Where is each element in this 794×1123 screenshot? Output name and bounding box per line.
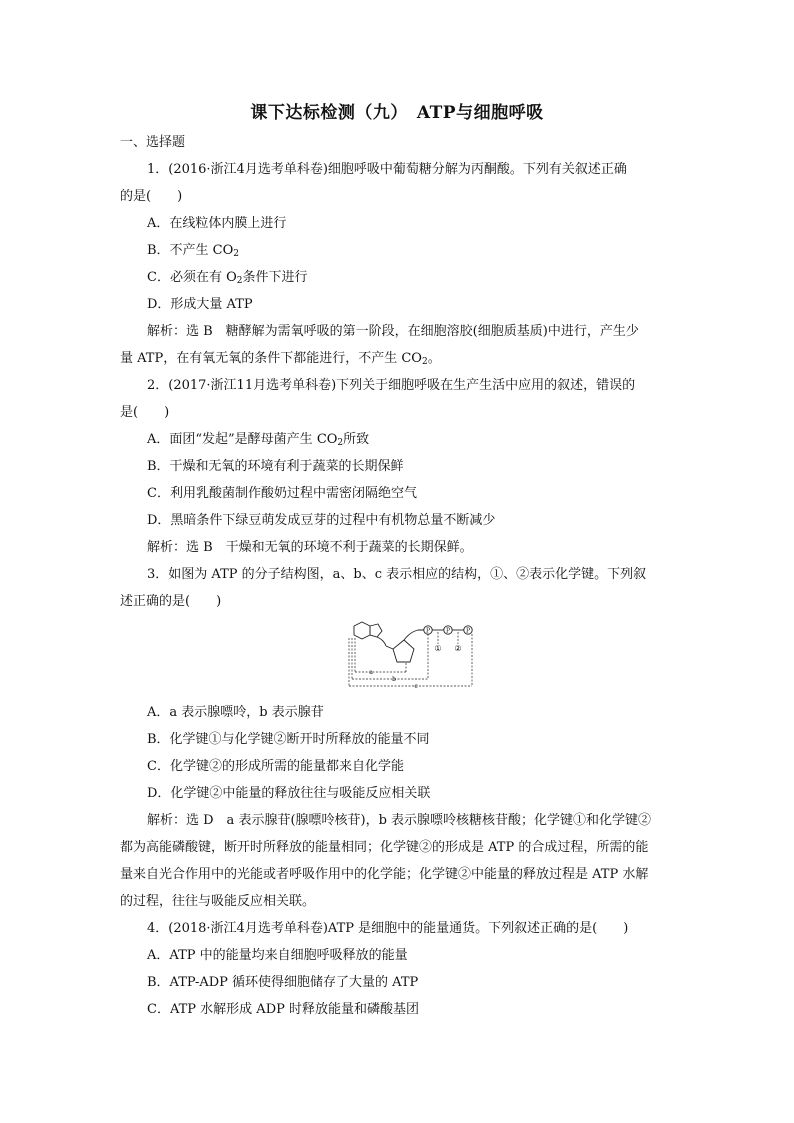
q3-answer-line4: 的过程，往往与吸能反应相关联。 <box>120 894 316 909</box>
q2-stem-line1: 2．(2017·浙江11月选考单科卷)下列关于细胞呼吸在生产生活中应用的叙述，错误的 <box>147 378 636 393</box>
q4-option-c: C．ATP 水解形成 ADP 时释放能量和磷酸基团 <box>147 1002 419 1017</box>
ribose-ring <box>393 640 414 662</box>
q4-option-a: A．ATP 中的能量均来自细胞呼吸释放的能量 <box>147 948 408 963</box>
ribose-phosphate-link <box>404 630 424 640</box>
bracket-label-c: c <box>414 683 418 690</box>
q4-stem: 4．(2018·浙江4月选考单科卷)ATP 是细胞中的能量通货。下列叙述正确的是( ) <box>147 921 629 936</box>
q1-option-d: D．形成大量 ATP <box>147 297 253 312</box>
bracket-label-b: b <box>392 676 396 683</box>
q3-option-a: A．a 表示腺嘌呤，b 表示腺苷 <box>147 705 324 720</box>
q3-option-b: B．化学键①与化学键②断开时所释放的能量不同 <box>147 732 430 747</box>
q3-answer-line1: 解析：选 D a 表示腺苷(腺嘌呤核苷)，b 表示腺嘌呤核糖核苷酸；化学键①和化学键② <box>147 813 652 828</box>
phosphate-label-3: P <box>465 627 471 635</box>
bond-label-1: ① <box>434 644 442 653</box>
q1-stem-line1: 1．(2016·浙江4月选考单科卷)细胞呼吸中葡萄糖分解为丙酮酸。下列有关叙述正确 <box>147 162 627 177</box>
q1-option-b: B．不产生 $CO_2$ <box>147 243 240 259</box>
q4-option-b: B．ATP-ADP 循环使得细胞储存了大量的 ATP <box>147 975 419 990</box>
q3-option-d: D．化学键②中能量的释放往往与吸能反应相关联 <box>147 786 431 801</box>
section-heading: 一、选择题 <box>120 135 186 150</box>
q1-option-a: A．在线粒体内膜上进行 <box>147 216 287 231</box>
adenine-ring-five <box>370 624 382 637</box>
q3-stem-line2: 述正确的是( ) <box>120 594 222 609</box>
q2-option-b: B．干燥和无氧的环境有利于蔬菜的长期保鲜 <box>147 459 404 474</box>
q1-answer-line2: 量 ATP，在有氧无氧的条件下都能进行，不产生 $CO_2$。 <box>120 351 441 367</box>
bond-label-2: ② <box>454 644 462 653</box>
q2-option-c: C．利用乳酸菌制作酸奶过程中需密闭隔绝空气 <box>147 486 417 501</box>
page-title: 课下达标检测（九） ATP与细胞呼吸 <box>250 103 544 123</box>
phosphate-label-1: P <box>425 627 431 635</box>
q2-option-d: D．黑暗条件下绿豆萌发成豆芽的过程中有机物总量不断减少 <box>147 513 496 528</box>
q2-option-a: A．面团“发起”是酵母菌产生 $CO_2$所致 <box>147 432 370 448</box>
q2-answer: 解析：选 B 干燥和无氧的环境不利于蔬菜的长期保鲜。 <box>147 540 473 555</box>
atp-structure-diagram <box>344 620 484 692</box>
phosphate-label-2: P <box>445 627 451 635</box>
q1-answer-line1: 解析：选 B 糖酵解为需氧呼吸的第一阶段，在细胞溶胶(细胞质基质)中进行，产生少 <box>147 324 639 339</box>
q1-option-c: C．必须在有 $O_2$条件下进行 <box>147 270 308 286</box>
q1-stem-line2: 的是( ) <box>120 189 183 204</box>
q2-stem-line2: 是( ) <box>120 405 170 420</box>
q3-stem-line1: 3．如图为 ATP 的分子结构图，a、b、c 表示相应的结构，①、②表示化学键。下列叙 <box>147 567 647 582</box>
q3-answer-line2: 都为高能磷酸键，断开时所释放的能量相同；化学键②的形成是 ATP 的合成过程，所需的能 <box>120 840 649 855</box>
bracket-label-a: a <box>369 669 373 676</box>
q3-answer-line3: 量来自光合作用中的光能或者呼吸作用中的化学能；化学键②中能量的释放过程是 ATP 水解 <box>120 867 649 882</box>
q3-option-c: C．化学键②的形成所需的能量都来自化学能 <box>147 759 404 774</box>
adenine-ring-six <box>354 622 370 639</box>
glycosidic-bond <box>377 637 386 646</box>
